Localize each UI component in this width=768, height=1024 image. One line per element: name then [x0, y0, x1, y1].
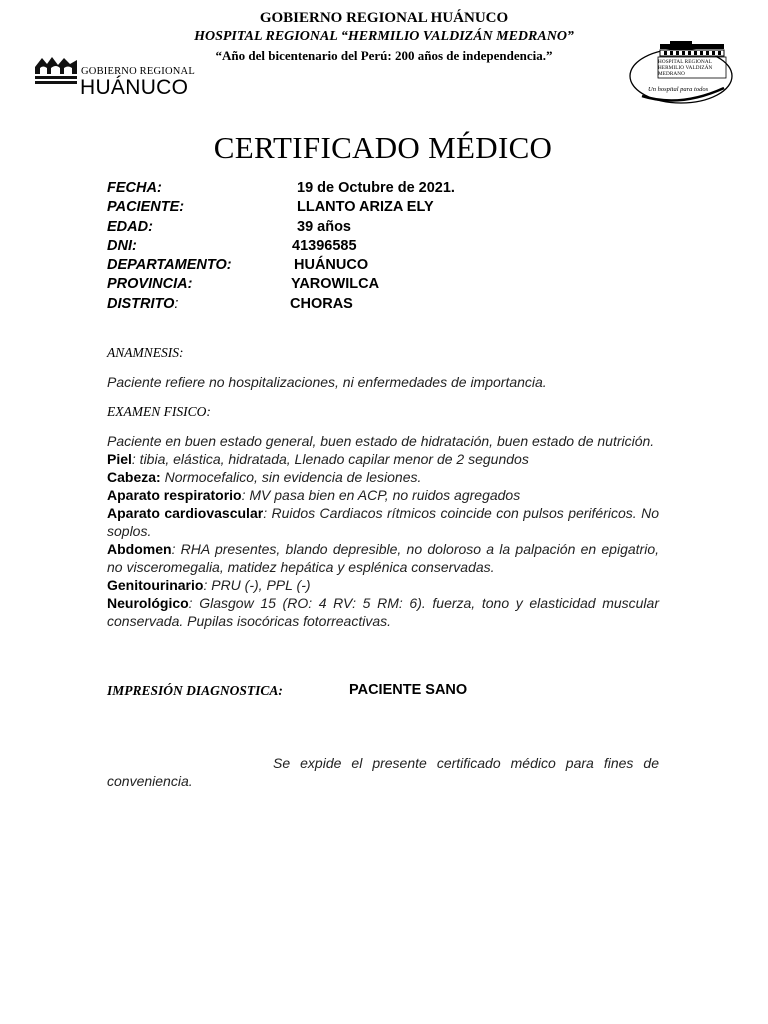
field-row-provincia — [107, 275, 607, 294]
examen-fisico-heading: EXAMEN FISICO: — [107, 404, 211, 419]
field-value: 19 de Octubre de 2021. — [297, 180, 455, 196]
exam-item-piel — [107, 450, 659, 468]
closing-statement: Se expide el presente certificado médico para fines de conveniencia. — [107, 755, 659, 789]
exam-item-label: Aparato respiratorio — [107, 487, 242, 503]
field-value: 39 años — [297, 218, 351, 235]
anamnesis-text: Paciente refiere no hospitalizaciones, ni enfermedades de importancia. — [107, 374, 547, 390]
anamnesis-heading: ANAMNESIS: — [107, 345, 184, 360]
field-row-edad — [107, 218, 607, 237]
logo-left-line2: HUÁNUCO — [80, 76, 189, 99]
field-label: EDAD: — [107, 218, 153, 235]
field-label: DEPARTAMENTO: — [107, 257, 232, 274]
examen-intro: Paciente en buen estado general, buen estado de hidratación, buen estado de nutrición. — [107, 433, 655, 449]
exam-item-text: : tibia, elástica, hidratada, Llenado capilar menor de 2 segundos — [131, 451, 529, 467]
header-year-motto: “Año del bicentenario del Perú: 200 años de independencia.” — [215, 48, 553, 63]
exam-item-cardiovascular — [107, 504, 659, 540]
field-value: LLANTO ARIZA ELY — [297, 199, 434, 216]
exam-item-text: : Glasgow 15 (RO: 4 RV: 5 RM: 6). fuerza, tono y elasticidad muscular conservada. Pupilas isocóricas fotorreactivas. — [107, 595, 659, 629]
exam-item-respiratorio — [107, 486, 659, 504]
exam-item-genitourinario — [107, 576, 659, 594]
exam-item-text: Normocefalico, sin evidencia de lesiones. — [160, 469, 422, 485]
exam-item-text: : MV pasa bien en ACP, no ruidos agregados — [241, 487, 521, 503]
field-row-fecha — [107, 179, 607, 198]
logo-right-line3: MEDRANO — [658, 71, 685, 77]
diagnosis-row — [107, 682, 667, 702]
gobierno-regional-logo — [34, 54, 194, 102]
field-label-text: DISTRITO — [107, 295, 175, 312]
exam-item-text: : PRU (-), PPL (-) — [203, 577, 311, 593]
patient-info — [107, 179, 607, 314]
field-label-colon: : — [174, 295, 179, 312]
field-row-departamento — [107, 256, 607, 275]
field-label: FECHA: — [107, 180, 162, 196]
examen-fisico-body — [107, 432, 659, 630]
logo-right-slogan: Un hospital para todos — [648, 86, 709, 93]
header-government: GOBIERNO REGIONAL HUÁNUCO — [259, 10, 509, 26]
exam-item-label: Aparato cardiovascular — [107, 505, 264, 521]
mountain-emblem-icon — [34, 54, 78, 86]
field-label: DNI: — [107, 237, 137, 254]
header-hospital: HOSPITAL REGIONAL “HERMILIO VALDIZÁN MEDRANO” — [194, 29, 574, 44]
field-value: CHORAS — [290, 295, 353, 312]
diagnosis-label: IMPRESIÓN DIAGNOSTICA: — [107, 683, 283, 698]
exam-item-label: Abdomen — [107, 541, 172, 557]
field-label: PACIENTE: — [107, 199, 185, 216]
exam-item-label: Neurológico — [107, 595, 189, 611]
field-label — [107, 295, 178, 314]
diagnosis-value: PACIENTE SANO — [349, 682, 468, 698]
field-row-paciente — [107, 198, 607, 217]
exam-item-label: Cabeza: — [107, 469, 161, 485]
logo-right-line2: HERMILIO VALDIZÁN — [658, 65, 713, 71]
field-value: HUÁNUCO — [294, 257, 369, 274]
exam-item-cabeza — [107, 468, 659, 486]
logo-right-line1: HOSPITAL REGIONAL — [658, 59, 712, 65]
field-row-dni — [107, 237, 607, 256]
exam-item-neurologico — [107, 594, 659, 630]
exam-item-text: : Ruidos Cardiacos rítmicos coincide con pulsos periféricos. No soplos. — [107, 505, 660, 539]
field-value: YAROWILCA — [291, 276, 380, 293]
logo-left-line1: GOBIERNO REGIONAL — [81, 66, 195, 77]
page-title: CERTIFICADO MÉDICO — [213, 130, 553, 165]
field-label: PROVINCIA: — [107, 276, 193, 293]
field-value: 41396585 — [292, 237, 357, 254]
exam-item-abdomen — [107, 540, 659, 576]
exam-item-label: Genitourinario — [107, 577, 204, 593]
exam-item-label: Piel — [107, 451, 132, 467]
hospital-logo — [628, 38, 734, 106]
field-row-distrito — [107, 295, 607, 314]
exam-item-text: : RHA presentes, blando depresible, no doloroso a la palpación en epigatrio, no visceromegalia, matidez hepática y esplénica conservadas. — [107, 541, 659, 575]
